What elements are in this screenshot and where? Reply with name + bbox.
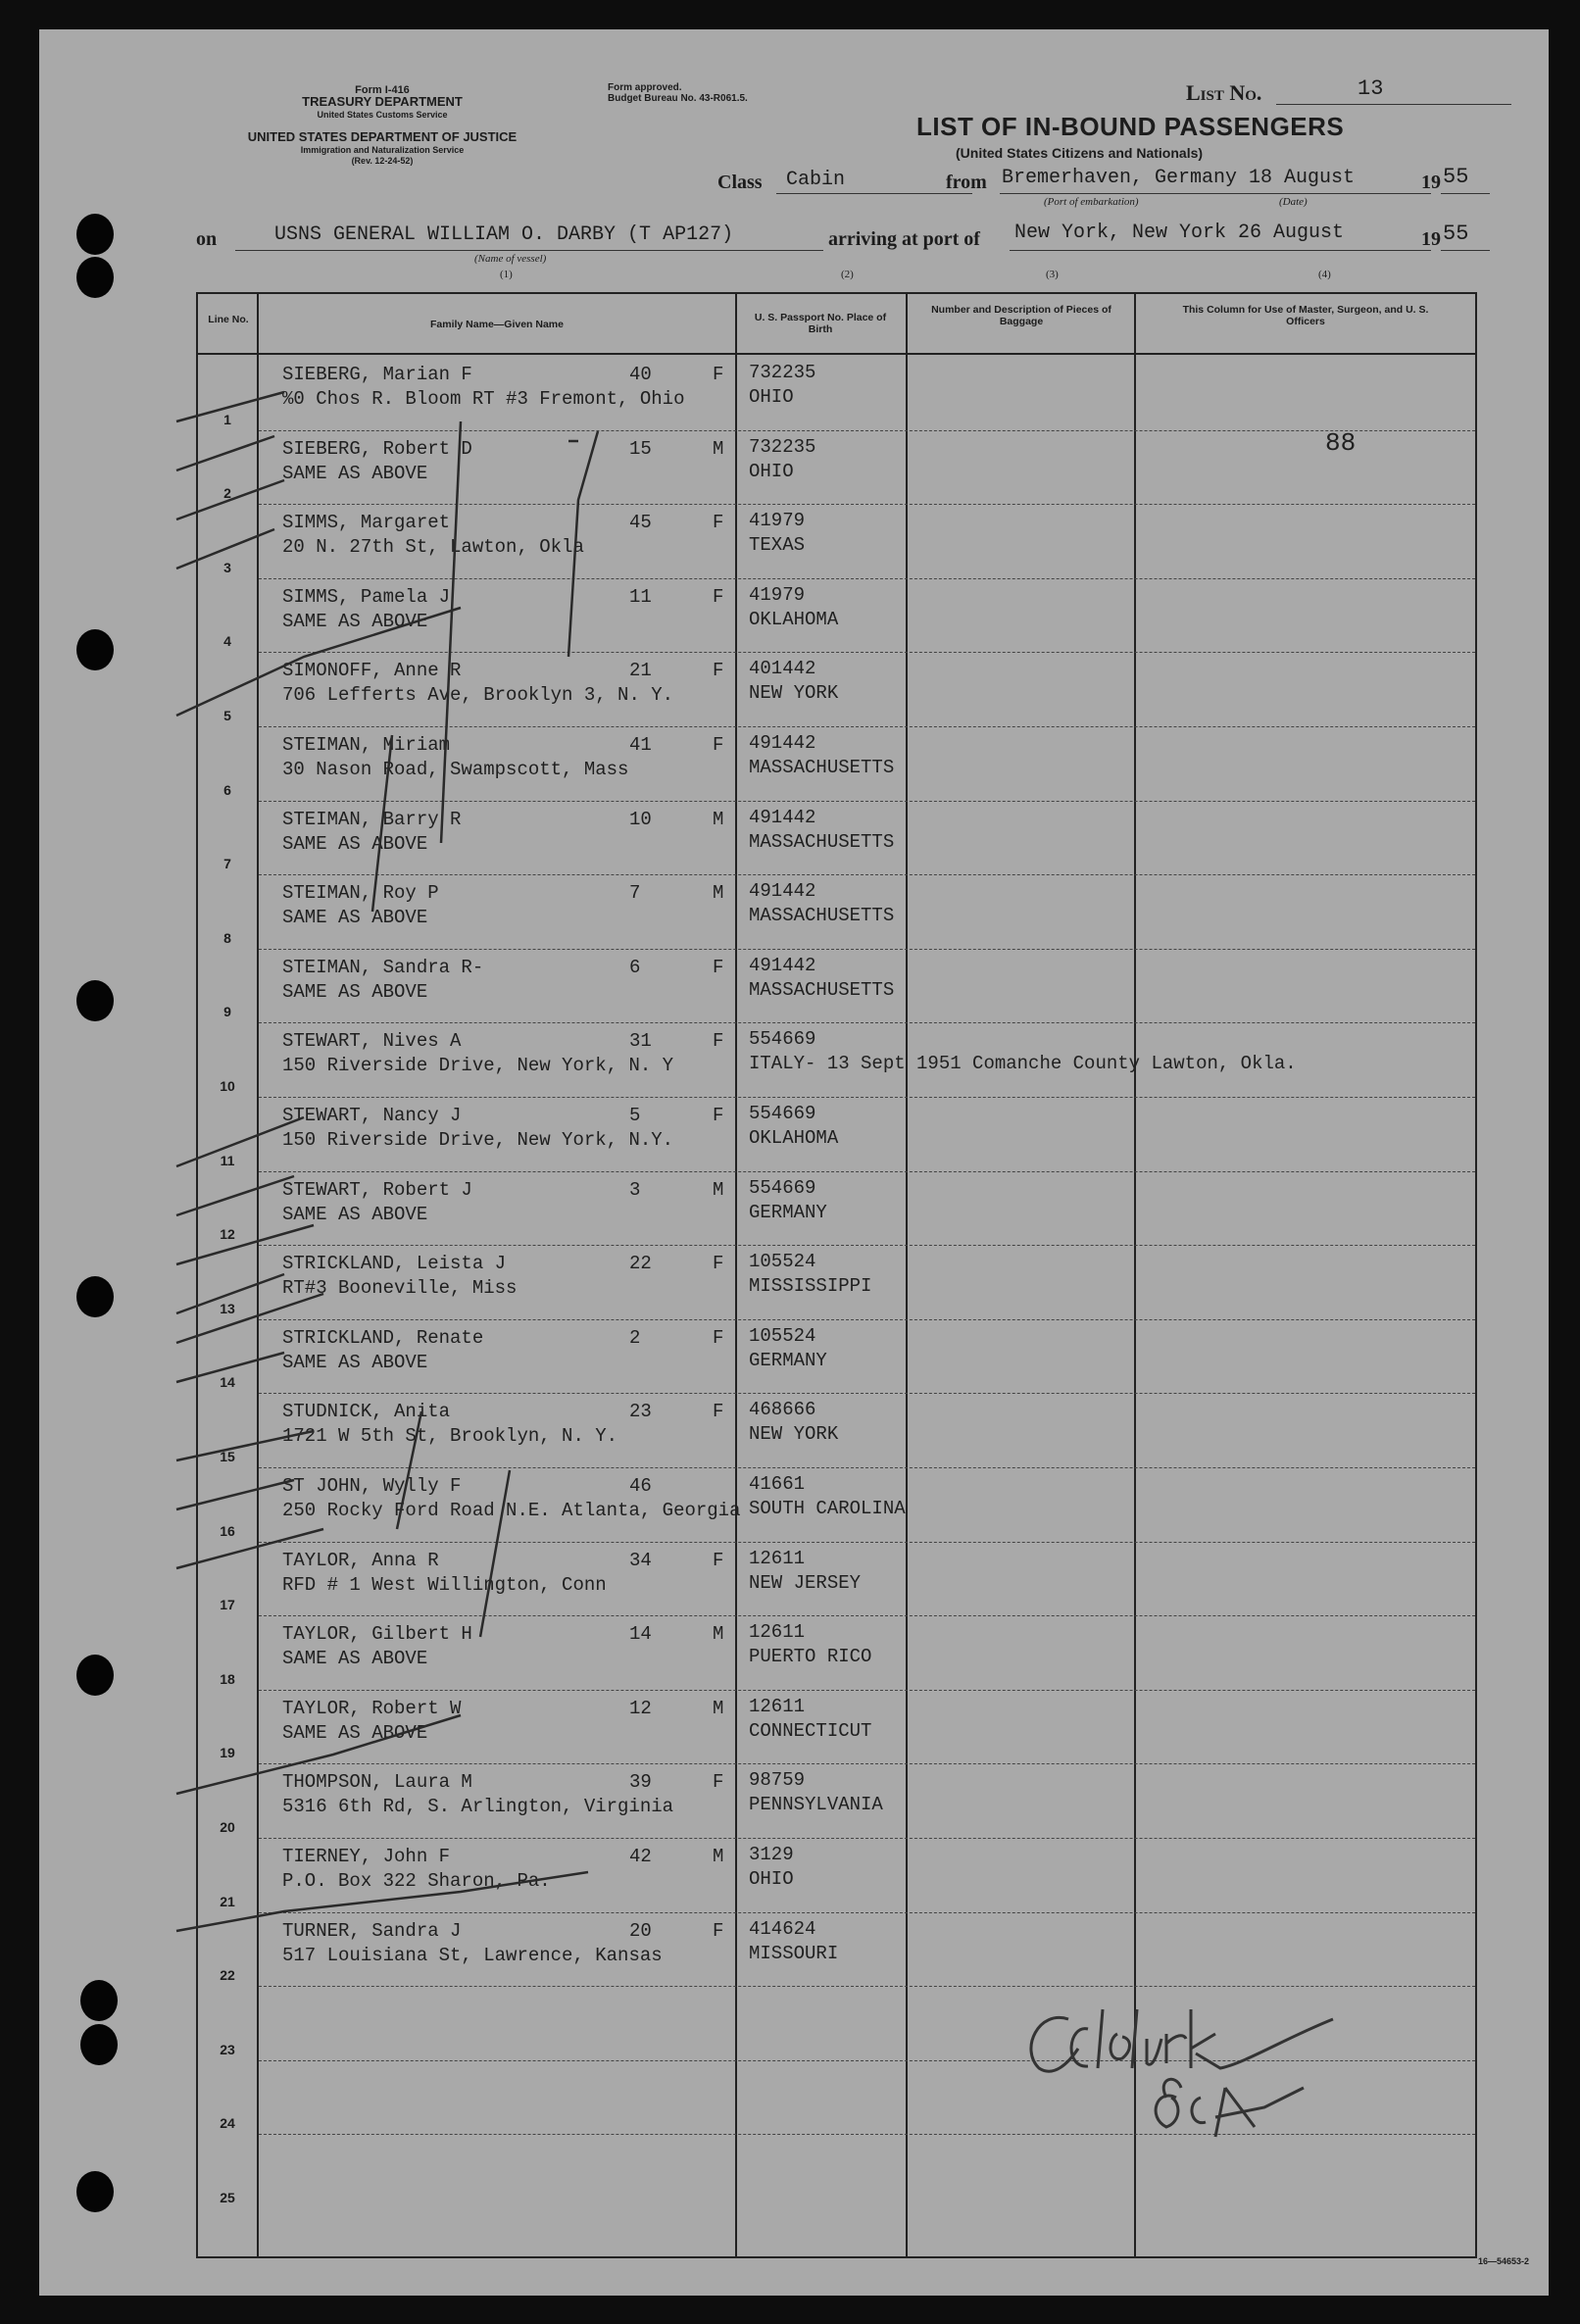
from-label: from (946, 172, 987, 193)
passenger-age: 3 (629, 1178, 641, 1201)
place-of-birth: NEW YORK (749, 682, 839, 705)
line-number: 24 (220, 2115, 235, 2132)
page-title: LIST OF IN-BOUND PASSENGERS (916, 112, 1345, 141)
vessel-caption: (Name of vessel) (474, 253, 547, 265)
passenger-address: 706 Lefferts Ave, Brooklyn 3, N. Y. (282, 684, 674, 707)
binder-hole-icon (76, 1276, 114, 1317)
line-number: 16 (220, 1522, 235, 1539)
passenger-address: 150 Riverside Drive, New York, N.Y. (282, 1129, 674, 1151)
on-label: on (196, 228, 218, 250)
passenger-name: STUDNICK, Anita (282, 1401, 451, 1423)
passport-number: 491442 (749, 806, 816, 828)
list-no-value: 13 (1358, 76, 1384, 101)
passenger-name: STRICKLAND, Leista J (282, 1253, 507, 1275)
passenger-sex: F (713, 1919, 724, 1942)
passport-number: 468666 (749, 1399, 816, 1421)
line-number: 3 (223, 559, 231, 575)
binder-hole-icon (76, 980, 114, 1021)
place-of-birth: MASSACHUSETTS (749, 978, 895, 1001)
passenger-age: 39 (629, 1771, 652, 1794)
passenger-age: 15 (629, 437, 652, 460)
col-caption-1: (1) (500, 269, 513, 280)
line-number: 13 (220, 1300, 235, 1316)
revision-date: (Rev. 12-24-52) (351, 156, 414, 166)
passenger-address: 1721 W 5th St, Brooklyn, N. Y. (282, 1425, 618, 1448)
line-number: 5 (223, 707, 231, 723)
passenger-name: STEWART, Robert J (282, 1178, 472, 1201)
passport-number: 401442 (749, 658, 816, 680)
place-of-birth: OHIO (749, 1868, 794, 1890)
passenger-name: SIEBERG, Robert D (282, 437, 472, 460)
binder-hole-icon (76, 214, 114, 255)
passenger-sex: F (713, 512, 724, 534)
header-family-name: Family Name—Given Name (430, 319, 564, 330)
passenger-manifest-page (39, 29, 1549, 2296)
passenger-age: 6 (629, 956, 641, 978)
passenger-address: SAME AS ABOVE (282, 610, 428, 632)
passenger-sex: F (713, 1771, 724, 1794)
place-of-birth: OHIO (749, 460, 794, 482)
passenger-name: SIMONOFF, Anne R (282, 660, 462, 682)
binder-hole-icon (76, 629, 114, 670)
passport-number: 98759 (749, 1769, 806, 1792)
passenger-age: 22 (629, 1253, 652, 1275)
year2-prefix: 19 (1421, 228, 1441, 250)
treasury-dept: TREASURY DEPARTMENT (302, 94, 463, 109)
line-number: 15 (220, 1448, 235, 1464)
line-number: 21 (220, 1893, 235, 1909)
header-baggage: Number and Description of Pieces of Baggage (931, 304, 1111, 327)
passenger-address: SAME AS ABOVE (282, 1203, 428, 1225)
line-number: 9 (223, 1004, 231, 1020)
passenger-address: 30 Nason Road, Swampscott, Mass (282, 759, 629, 780)
place-of-birth: MASSACHUSETTS (749, 830, 895, 853)
line-number: 6 (223, 781, 231, 798)
header-line-no: Line No. (208, 314, 249, 325)
line-number: 2 (223, 485, 231, 502)
passenger-sex: F (713, 1549, 724, 1571)
passenger-name: STRICKLAND, Renate (282, 1326, 484, 1349)
line-number: 8 (223, 929, 231, 946)
passenger-age: 11 (629, 585, 652, 608)
budget-bureau: Budget Bureau No. 43-R061.5. (608, 93, 748, 104)
place-of-birth: NEW JERSEY (749, 1571, 862, 1594)
passenger-age: 10 (629, 808, 652, 830)
form-number: Form I-416 (355, 84, 410, 96)
line-number: 25 (220, 2189, 235, 2205)
passenger-name: TIERNEY, John F (282, 1846, 451, 1867)
passenger-address: SAME AS ABOVE (282, 462, 428, 484)
passenger-name: ST JOHN, Wylly F (282, 1475, 462, 1497)
passenger-address: %0 Chos R. Bloom RT #3 Fremont, Ohio (282, 388, 685, 410)
passport-number: 41661 (749, 1473, 806, 1495)
line-number: 19 (220, 1745, 235, 1761)
date-caption: (Date) (1279, 196, 1308, 208)
passport-number: 554669 (749, 1028, 816, 1051)
line-number: 18 (220, 1670, 235, 1687)
passenger-age: 34 (629, 1549, 652, 1571)
passenger-sex: M (713, 1178, 724, 1201)
passenger-name: SIMMS, Pamela J (282, 585, 451, 608)
passport-number: 12611 (749, 1695, 806, 1717)
passport-number: 105524 (749, 1324, 816, 1347)
passenger-age: 14 (629, 1623, 652, 1646)
place-of-birth: SOUTH CAROLINA (749, 1498, 906, 1519)
passenger-address: P.O. Box 322 Sharon, Pa. (282, 1870, 551, 1892)
officer-note: 88 (1325, 427, 1357, 458)
passport-number: 732235 (749, 362, 816, 383)
line-number: 23 (220, 2041, 235, 2057)
passenger-name: STEIMAN, Sandra R- (282, 956, 484, 978)
place-of-birth: TEXAS (749, 534, 806, 557)
ins-service: Immigration and Naturalization Service (300, 145, 465, 155)
passenger-age: 5 (629, 1105, 641, 1126)
year1-value: 55 (1443, 165, 1469, 189)
page-subtitle: (United States Citizens and Nationals) (956, 145, 1204, 161)
class-value: Cabin (786, 169, 846, 191)
place-of-birth: GERMANY (749, 1201, 827, 1223)
place-of-birth: MISSOURI (749, 1942, 839, 1964)
port-caption: (Port of embarkation) (1044, 196, 1139, 208)
passport-number: 491442 (749, 880, 816, 903)
binder-hole-icon (76, 1655, 114, 1696)
col-caption-2: (2) (841, 269, 854, 280)
passport-number: 41979 (749, 510, 806, 532)
justice-dept: UNITED STATES DEPARTMENT OF JUSTICE (247, 129, 518, 144)
passenger-age: 7 (629, 882, 641, 905)
binder-hole-icon (80, 2024, 118, 2065)
header-passport: U. S. Passport No. Place of Birth (754, 312, 887, 335)
passport-number: 3129 (749, 1844, 794, 1865)
passenger-name: STEIMAN, Roy P (282, 882, 439, 905)
passport-number: 732235 (749, 435, 816, 458)
passenger-sex: F (713, 1401, 724, 1423)
passenger-sex: M (713, 808, 724, 830)
line-number: 10 (220, 1077, 235, 1094)
passenger-sex: M (713, 1623, 724, 1646)
from-value: Bremerhaven, Germany 18 August (1002, 167, 1356, 189)
place-of-birth: OKLAHOMA (749, 608, 839, 630)
line-number: 20 (220, 1818, 235, 1835)
line-number: 22 (220, 1967, 235, 1984)
line-number: 17 (220, 1597, 235, 1613)
signature-icon (1010, 1967, 1441, 2176)
line-number: 4 (223, 633, 231, 650)
passenger-name: STEIMAN, Miriam (282, 734, 451, 756)
passport-number: 414624 (749, 1917, 816, 1940)
passenger-address: 20 N. 27th St, Lawton, Okla (282, 536, 584, 559)
passenger-address: SAME AS ABOVE (282, 1721, 428, 1744)
passenger-age: 20 (629, 1919, 652, 1942)
passenger-age: 45 (629, 512, 652, 534)
passport-number: 12611 (749, 1621, 806, 1644)
binder-hole-icon (76, 2171, 114, 2212)
passenger-age: 40 (629, 364, 652, 385)
passenger-age: 23 (629, 1401, 652, 1423)
passport-number: 554669 (749, 1176, 816, 1199)
passenger-address: SAME AS ABOVE (282, 1648, 428, 1670)
header-officers: This Column for Use of Master, Surgeon, and U. S. Officers (1182, 304, 1429, 327)
passport-number: 41979 (749, 583, 806, 606)
place-of-birth: NEW YORK (749, 1423, 839, 1446)
col-caption-3: (3) (1046, 269, 1059, 280)
passenger-sex: F (713, 585, 724, 608)
place-of-birth: MASSACHUSETTS (749, 757, 895, 778)
passenger-sex: F (713, 1326, 724, 1349)
passenger-age: 46 (629, 1475, 652, 1497)
passenger-name: TAYLOR, Gilbert H (282, 1623, 472, 1646)
passenger-age: 21 (629, 660, 652, 682)
col-caption-4: (4) (1318, 269, 1331, 280)
passenger-age: 12 (629, 1697, 652, 1719)
line-number: 7 (223, 856, 231, 872)
place-of-birth: MISSISSIPPI (749, 1275, 872, 1298)
place-of-birth: CONNECTICUT (749, 1719, 872, 1742)
passport-number: 12611 (749, 1547, 806, 1569)
passenger-name: STEWART, Nives A (282, 1030, 462, 1053)
passenger-sex: F (713, 660, 724, 682)
passenger-address: SAME AS ABOVE (282, 980, 428, 1003)
passenger-sex: M (713, 1697, 724, 1719)
passenger-sex: F (713, 734, 724, 756)
passenger-name: STEIMAN, Barry R (282, 808, 462, 830)
year1-prefix: 19 (1421, 172, 1441, 193)
pencil-checkmarks-icon (167, 363, 608, 2029)
passenger-address: SAME AS ABOVE (282, 907, 428, 929)
passenger-address: 150 Riverside Drive, New York, N. Y (282, 1055, 674, 1077)
line-number: 1 (223, 411, 231, 427)
year2-value: 55 (1443, 222, 1469, 246)
passenger-sex: M (713, 1846, 724, 1867)
passport-number: 491442 (749, 954, 816, 976)
passenger-name: THOMPSON, Laura M (282, 1771, 472, 1794)
passenger-sex: F (713, 364, 724, 385)
passport-number: 491442 (749, 732, 816, 754)
class-label: Class (717, 172, 763, 193)
passenger-address: RFD # 1 West Willington, Conn (282, 1573, 607, 1596)
passenger-age: 42 (629, 1846, 652, 1867)
form-print-code: 16—54653-2 (1477, 2256, 1529, 2266)
binder-hole-icon (80, 1980, 118, 2021)
form-approved: Form approved. (608, 82, 682, 93)
passenger-address: 5316 6th Rd, S. Arlington, Virginia (282, 1796, 674, 1818)
passenger-name: SIEBERG, Marian F (282, 364, 472, 385)
passenger-address: RT#3 Booneville, Miss (282, 1277, 518, 1300)
passenger-sex: M (713, 437, 724, 460)
customs-service: United States Customs Service (317, 110, 448, 120)
place-of-birth: MASSACHUSETTS (749, 905, 895, 927)
passenger-sex: M (713, 882, 724, 905)
passenger-sex: F (713, 956, 724, 978)
binder-hole-icon (76, 257, 114, 298)
passenger-address: SAME AS ABOVE (282, 1351, 428, 1373)
line-number: 11 (220, 1152, 235, 1168)
passenger-age: 31 (629, 1030, 652, 1053)
arriving-label: arriving at port of (828, 228, 980, 250)
line-number: 14 (220, 1374, 235, 1391)
passenger-address: SAME AS ABOVE (282, 832, 428, 855)
place-of-birth: PUERTO RICO (749, 1646, 872, 1668)
passenger-name: TAYLOR, Robert W (282, 1697, 462, 1719)
passenger-name: TAYLOR, Anna R (282, 1549, 439, 1571)
place-of-birth: OHIO (749, 386, 794, 408)
arrival-port: New York, New York 26 August (1014, 222, 1345, 244)
passenger-age: 41 (629, 734, 652, 756)
passport-number: 105524 (749, 1251, 816, 1273)
passenger-name: TURNER, Sandra J (282, 1919, 462, 1942)
vessel-name: USNS GENERAL WILLIAM O. DARBY (T AP127) (274, 223, 734, 246)
passenger-sex: F (713, 1253, 724, 1275)
passenger-name: STEWART, Nancy J (282, 1105, 462, 1126)
passenger-name: SIMMS, Margaret (282, 512, 451, 534)
line-number: 12 (220, 1226, 235, 1243)
place-of-birth: GERMANY (749, 1349, 827, 1371)
passenger-address: 517 Louisiana St, Lawrence, Kansas (282, 1944, 663, 1966)
passenger-age: 2 (629, 1326, 641, 1349)
svg-text:C Clark: C Clark (1010, 1967, 1060, 1984)
place-of-birth: OKLAHOMA (749, 1127, 839, 1149)
list-no-label: List No. (1186, 80, 1262, 105)
place-of-birth: PENNSYLVANIA (749, 1794, 883, 1816)
place-of-birth: ITALY- 13 Sept 1951 Comanche County Lawton, Okla. (749, 1053, 1297, 1075)
passenger-sex: F (713, 1030, 724, 1053)
passenger-sex: F (713, 1105, 724, 1126)
passport-number: 554669 (749, 1103, 816, 1124)
passenger-address: 250 Rocky Ford Road N.E. Atlanta, Georgia (282, 1500, 741, 1521)
